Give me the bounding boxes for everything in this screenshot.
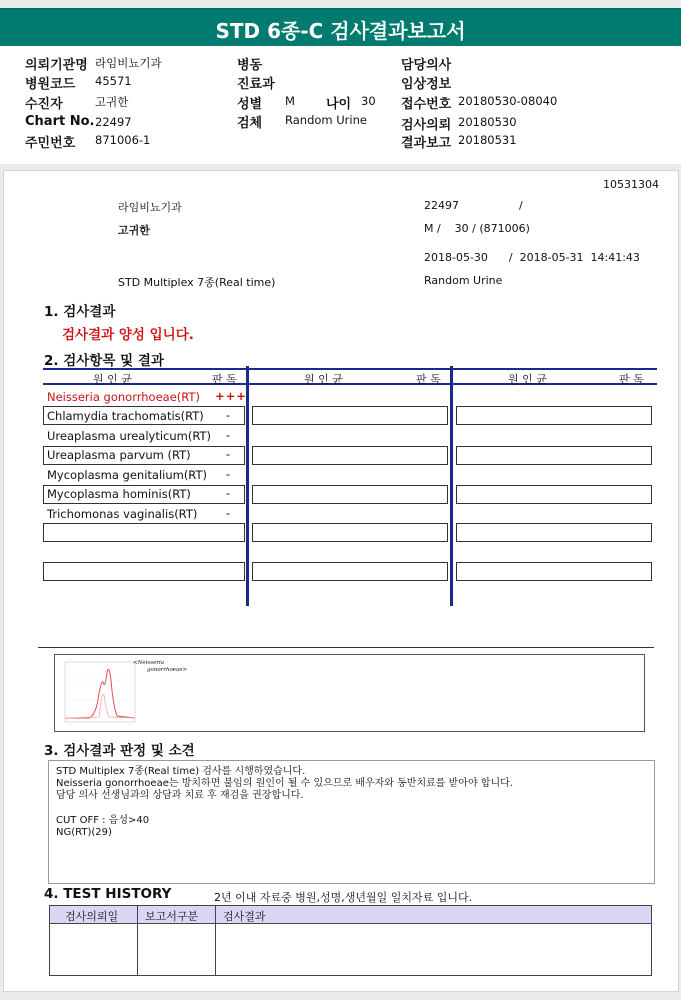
pathogen-name: Trichomonas vaginalis(RT) [47,507,198,521]
cell-box [252,485,448,504]
specimen-value: Random Urine [285,113,367,127]
report-code: 10531304 [603,178,659,191]
history-col-divider [215,906,216,975]
pathogen-result: - [226,408,231,422]
section1-result: 검사결과 양성 입니다. [62,327,194,343]
sex-value: M [285,94,295,108]
cell-box [252,523,448,542]
section3-title: 3. 검사결과 판정 및 소견 [44,743,195,759]
hospital-code-value: 45571 [95,74,132,88]
test-history-table [49,905,652,976]
pathogen-result: - [226,428,231,442]
section4-title: 4. TEST HISTORY [44,886,172,902]
pathogen-result: - [226,506,231,520]
report-title-bar [0,8,681,46]
report-date-value: 20180531 [458,133,517,147]
history-note: 2년 이내 자료중 병원,성명,생년월일 일치자료 입니다. [214,891,473,904]
history-col-type: 보고서구분 [145,910,199,923]
cell-box [252,446,448,465]
sex-label: 성별 [237,97,263,112]
resident-no-label: 주민번호 [25,136,76,151]
hospital-code-label: 병원코드 [25,77,76,92]
report-chart-no: 22497 [424,199,459,212]
history-header [50,906,651,924]
pathogen-name: Mycoplasma genitalium(RT) [47,468,207,482]
patient-label: 수진자 [25,97,63,112]
pathogen-result: +++ [215,389,247,403]
col-judgement-3: 판 독 [619,373,644,386]
opinion-line: NG(RT)(29) [56,827,112,838]
history-col-divider [137,906,138,975]
cell-box [456,446,652,465]
cell-box [456,562,652,581]
doctor-label: 담당의사 [401,58,452,73]
pathogen-result: - [226,467,231,481]
cell-box [456,485,652,504]
chart-label-line1: <Neisseria [133,660,165,666]
specimen-label: 검체 [237,116,263,131]
table-divider-2 [450,366,453,606]
pathogen-name: Chlamydia trachomatis(RT) [47,409,204,423]
dept-label: 진료과 [237,77,275,92]
ward-label: 병동 [237,58,263,73]
chart-no-label: Chart No. [25,114,95,129]
pathogen-name: Neisseria gonorrhoeae(RT) [47,390,200,404]
report-chart-slash: / [519,199,523,212]
report-test-name: STD Multiplex 7종(Real time) [118,276,276,289]
request-date-value: 20180530 [458,115,517,129]
patient-value: 고귀한 [95,95,129,109]
cell-box [43,562,245,581]
cell-box [252,562,448,581]
resident-no-value: 871006-1 [95,133,151,147]
opinion-line: Neisseria gonorrhoeae는 방치하면 불임의 원인이 될 수 있으므로 배우자와 동반치료를 받아야 합니다. [56,778,513,789]
report-dates: 2018-05-30 / 2018-05-31 14:41:43 [424,251,640,264]
cell-box [252,406,448,425]
results-table-header [43,368,657,385]
cell-box [43,523,245,542]
history-col-date: 검사의뢰일 [65,910,119,923]
opinion-line: 담당 의사 선생님과의 상담과 치료 후 재검을 권장합니다. [56,790,304,801]
chart-label-line2: gonorrhoeae> [147,667,188,673]
cell-box [456,406,652,425]
col-pathogen-2: 원 인 균 [304,373,343,386]
opinion-line: CUT OFF : 음성>40 [56,815,150,826]
age-label: 나이 [326,97,352,112]
cell-box [456,523,652,542]
section1-title: 1. 검사결과 [44,304,116,320]
pathogen-name: Mycoplasma hominis(RT) [47,487,191,501]
report-label: 결과보고 [401,136,452,151]
section-divider [38,647,654,648]
col-pathogen-3: 원 인 균 [508,373,547,386]
report-patient: 고귀한 [118,224,150,237]
age-value: 30 [361,94,376,108]
col-pathogen-1: 원 인 균 [93,373,132,386]
patient-header [0,46,681,164]
pathogen-name: Ureaplasma urealyticum(RT) [47,429,212,443]
opinion-line: STD Multiplex 7종(Real time) 검사를 시행하였습니다. [56,766,306,777]
institution-value: 라임비뇨기과 [95,56,162,70]
request-label: 검사의뢰 [401,118,452,133]
col-judgement-1: 판 독 [212,373,237,386]
receipt-no-value: 20180530-08040 [458,94,558,108]
amplification-chart-box [54,654,645,732]
clinical-label: 임상정보 [401,77,452,92]
report-specimen: Random Urine [424,274,503,287]
opinion-box [48,760,655,884]
pathogen-result: - [226,447,231,461]
section2-title: 2. 검사항목 및 결과 [44,353,164,369]
col-judgement-2: 판 독 [416,373,441,386]
pathogen-result: - [226,486,231,500]
chart-legend [133,660,187,674]
institution-label: 의뢰기관명 [25,58,88,73]
amplification-curve [59,660,139,728]
report-institution: 라임비뇨기과 [118,201,182,214]
receipt-no-label: 접수번호 [401,97,452,112]
report-sex-age: M / 30 / (871006) [424,222,530,235]
chart-no-value: 22497 [95,115,132,129]
report-title: STD 6종-C 검사결과보고서 [215,19,466,43]
history-col-result: 검사결과 [223,910,266,923]
pathogen-name: Ureaplasma parvum (RT) [47,448,191,462]
